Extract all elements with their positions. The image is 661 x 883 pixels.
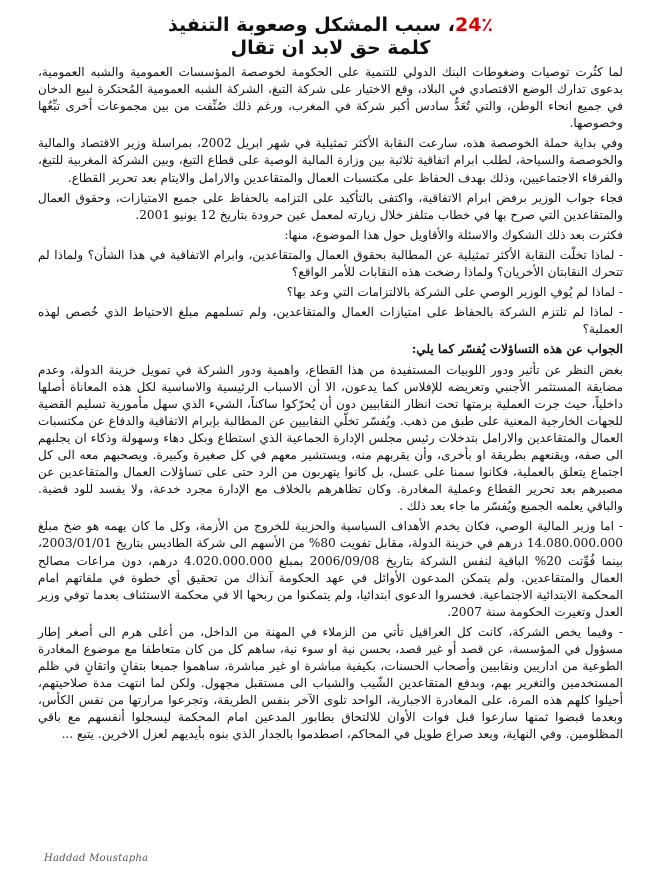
paragraph-intro: لما كثُرت توصيات وضغوطات البنك الدولي للتنمية على الحكومة لخوصصة المؤسسات العمومية والشبه العمومية، بدعوى تدارك الوضع الاقتصادي في البلاد، وقع الاختيار على شركة التبغ، الشركة الشبه العمومية المُحتكرة لبيع الدخان في جميع انحاء الوطن، والتي تُعَدُّ سادس أكبر شركة في المغرب، ورغم ذلك صُنِّفت من بين مجموعات أخرى تبِّعُها وخصوصها. bbox=[38, 65, 623, 131]
paragraph-finance-minister: - اما وزير المالية الوصي، فكان يخدم الأهداف السياسية والحزبية للخروج من الأزمة، وكل ما كان يهمه هو ضخ مبلغ 14.080.000.000 درهم في خزينة الدولة، مقابل تفويت 80% من الأسهم الى شركة الطاديس بتاريخ 2003/01/01، بينما فُوِّتت 20% الباقية لنفس الشركة بتاريخ 2006/09/08 بمبلغ 4.020.000.000 درهم، دون مراعات مصالح العمال والمتقاعدين. ولم يتمكن المدعون الأوائل في عهد الحكومة آنذاك من تحقيق أي خطوة في ملفاتهم امام المحكمة الابتدائية الاجتماعية. فخسروا الدعوى ابتدائيا، ولم يتمكنوا من ربحها الا في محكمة الاستئناف بعدما توفي وزير العدل وتغيرت الحكومة سنة 2007. bbox=[38, 519, 623, 619]
paragraph-company: - وفيما يخص الشركة، كانت كل العراقيل تأتي من الزملاء في المهنة من الداخل، من أعلى هرم الى أصغر إطار مسؤول في المؤسسة، عن قصد أو غير قصد، بحسن نية او سوء نية، ساهم كل من كان متعاطفا مع موضوع المغادرة الطوعية من اداريين ونقابيين وأصحاب الحسنات، بكيفية مباشرة او غير مباشرة، ساهموا جميعا بتفانٍ واتقانٍ في ظلم المستخدمين والتغرير بهم، وبدفع المتقاعدين الشّيب والشباب الى مستقبل مجهول. ولكن لما انتهت مدة صلاحيتهم، أحيلوا كلهم هذه المرة، على المغادرة الاجبارية، الواحد تلوى الآخر بنفس الطريقة، وتجرعوا مرارتها من نفس الكأس، وبعدما قبضوا ثمنها سارعوا قبل فوات الأوان للالتحاق بطابور المدعين امام المحكمة ليسجلوا أنفسهم مع باقي المظلومين. وفي النهاية، وبعد صراع طويل في المحاكم، اصطدموا بالجدار الذي بنوه بأيديهم لعزل الاخرين. يتبع ... bbox=[38, 624, 623, 742]
paragraph-questions-intro: فكثرت بعد ذلك الشكوك والاسئلة والأقاويل حول هذا الموضوع، منها: bbox=[284, 227, 623, 242]
title-block bbox=[38, 14, 623, 60]
paragraph-answer: بغض النظر عن تأثير ودور اللوبيات المستفيدة من هذا القطاع، واهمية ودور الشركة في تمويل خزينة الدولة، وعدم مضايقة المستثمر الأجنبي وتعريضه للإفلاس كما يدعون، الا أن الاسباب الرئيسية والاساسية لكل هذه المعاناة أصلها داخلياً، حيث جرت العملية برمتها تحت انظار النقابيين دون أن يُحرّكوا ساكناً، الشيء الذي سهل مأمورية تسليم القضية للجهات الخارجية المعنية على طبق من ذهب. ويُفسّر تخلّي النقابيين عن المطالبة بإبرام الاتفاقية والدفاع عن مكتسبات العمال والمتقاعدين والارامل بتدخلات رئيس مجلس الإدارة الجماعية الذي استطاع وبكل دهاء وسهولة وذكاء ان يجلبهم الى صفه، ويقنعهم بطريقة او بأخرى، وأن يقربهم منه، ويستشير معهم في كل صغيرة وكبيرة. ويصحبهم معه الى كل اجتماع يتعلق بالعملية، فكانوا سمنا على عسل، بل كانوا يتهربون من الرد حتى على تساؤلات العمال والمتقاعدين عن مصيرهم بعد تحرير القطاع وعملية المغادرة. وكان تظاهرهم بالخلاف مع الإدارة مجرد خدعة، ولا يفسد للود قضية. والباقي يعلمه الجميع ويُفسّر ما جاء بعد ذلك . bbox=[38, 362, 623, 514]
title-line-2: كلمة حق لابد ان تقال bbox=[230, 37, 431, 59]
article-body bbox=[38, 64, 623, 744]
paragraph-union-request: وفي بداية حملة الخوصصة هذه، سارعت النقابة الأكثر تمثيلية في شهر ابريل 2002، بمراسلة وزير الاقتصاد والمالية والخوصصة والسياحة، لطلب ابرام اتفاقية ثلاثية بين وزارة المالية الوصية على قطاع التبغ، وبين الشركة المغربية للتبغ، والفرقاء الاجتماعيين، وذلك بهدف الحفاظ على مكتسبات العمال والمتقاعدين والارامل والايتام بعد تحرير القطاع. bbox=[38, 136, 623, 185]
question-item-3: - لماذا لم تلتزم الشركة بالحفاظ على امتيازات العمال والمتقاعدين، ولم تسلمهم مبلغ الاحتياط الذي خُصص لهذه العملية؟ bbox=[38, 305, 623, 337]
title-text: ، سبب المشكل وصعوبة التنفيذ bbox=[167, 14, 455, 36]
answer-heading: الجواب عن هذه التساؤلات يُفسّر كما يلي: bbox=[411, 342, 623, 357]
question-item-1: - لماذا تخلّت النقابة الأكثر تمثيلية عن المطالبة بحقوق العمال والمتقاعدين، وابرام الاتفاقية في هذا الشأن؟ ولماذا لم تتحرك النقابتان الأخريان؟ ولماذا رضخت هذه النقابات للأمر الواقع؟ bbox=[38, 247, 623, 280]
question-item-2: - لماذا لم يُوفِ الوزير الوصي على الشركة بالالتزامات التي وعد بها؟ bbox=[286, 285, 623, 300]
title-percent: 24٪ bbox=[454, 14, 494, 36]
title-line-1 bbox=[38, 14, 623, 37]
paragraph-minister-reply: فجاء جواب الوزير برفض ابرام الاتفاقية، واكتفى بالتأكيد على التزامه بالحفاظ على جميع الامتيازات، وحقوق العمال والمتقاعدين التي صرح بها في خطاب متلفز خلال زيارته لمعمل عين حرودة بتاريخ 12 يونيو 2001. bbox=[38, 190, 623, 222]
author-signature: Haddad Moustapha bbox=[44, 853, 149, 864]
